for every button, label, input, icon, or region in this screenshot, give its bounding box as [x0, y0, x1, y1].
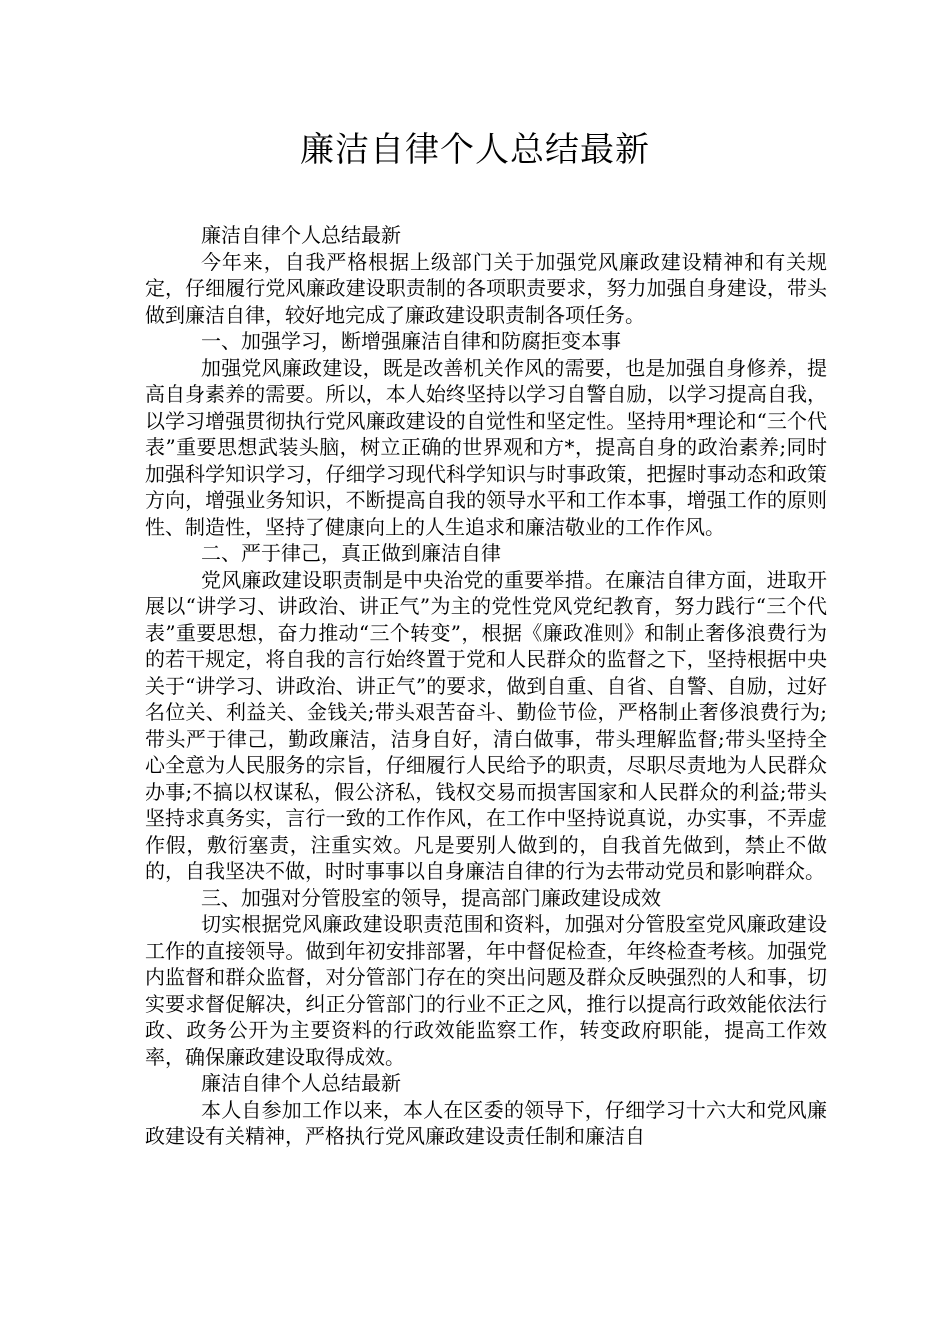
section-heading-3: 三、加强对分管股室的领导，提高部门廉政建设成效 — [201, 885, 661, 910]
paragraph-second-intro: 本人自参加工作以来，本人在区委的领导下，仔细学习十六大和党风廉政建设有关精神，严格执行党风廉政建设责任制和廉洁自 — [145, 1097, 827, 1148]
paragraph-section-1: 加强党风廉政建设，既是改善机关作风的需要，也是加强自身修养，提高自身素养的需要。所以，本人始终坚持以学习自警自励，以学习提高自我，以学习增强贯彻执行党风廉政建设的自觉性和坚定性。坚持用*理论和“三个代表”重要思想武装头脑，树立正确的世界观和方*，提高自身的政治素养;同时加强科学知识学习，仔细学习现代科学知识与时事政策，把握时事动态和政策方向，增强业务知识，不断提高自我的领导水平和工作本事，增强工作的原则性、制造性，坚持了健康向上的人生追求和廉洁敬业的工作作风。 — [145, 355, 827, 539]
paragraph-intro: 今年来，自我严格根据上级部门关于加强党风廉政建设精神和有关规定，仔细履行党风廉政建设职责制的各项职责要求，努力加强自身建设，带头做到廉洁自律，较好地完成了廉政建设职责制各项任务。 — [145, 249, 827, 327]
paragraph-subtitle: 廉洁自律个人总结最新 — [201, 223, 401, 247]
paragraph-section-3: 切实根据党风廉政建设职责范围和资料，加强对分管股室党风廉政建设工作的直接领导。做到年初安排部署，年中督促检查，年终检查考核。加强党内监督和群众监督，对分管部门存在的突出问题及群众反映强烈的人和事，切实要求督促解决，纠正分管部门的行业不正之风，推行以提高行政效能依法行政、政务公开为主要资料的行政效能监察工作，转变政府职能，提高工作效率，确保廉政建设取得成效。 — [145, 912, 827, 1069]
paragraph-section-2: 党风廉政建设职责制是中央治党的重要举措。在廉洁自律方面，进取开展以“讲学习、讲政治、讲正气”为主的党性党风党纪教育，努力践行“三个代表”重要思想，奋力推动“三个转变”，根据《廉政准则》和制止奢侈浪费行为的若干规定，将自我的言行始终置于党和人民群众的监督之下，坚持根据中央关于“讲学习、讲政治、讲正气”的要求，做到自重、自省、自警、自励，过好名位关、利益关、金钱关;带头艰苦奋斗、勤俭节俭，严格制止奢侈浪费行为;带头严于律己，勤政廉洁，洁身自好，清白做事，带头理解监督;带头坚持全心全意为人民服务的宗旨，仔细履行人民给予的职责，尽职尽责地为人民群众办事;不搞以权谋私，假公济私，钱权交易而损害国家和人民群众的利益;带头坚持求真务实，言行一致的工作作风，在工作中坚持说真说，办实事，不弄虚作假，敷衍塞责，注重实效。凡是要别人做到的，自我首先做到，禁止不做的，自我坚决不做，时时事事以自身廉洁自律的行为去带动党员和影响群众。 — [145, 567, 827, 883]
paragraph-subtitle-2: 廉洁自律个人总结最新 — [201, 1071, 401, 1095]
section-heading-1: 一、加强学习，断增强廉洁自律和防腐拒变本事 — [201, 329, 621, 353]
section-heading-2: 二、严于律己，真正做到廉洁自律 — [201, 541, 501, 565]
document-body — [145, 222, 827, 1150]
document-title: 廉洁自律个人总结最新 — [300, 130, 650, 170]
